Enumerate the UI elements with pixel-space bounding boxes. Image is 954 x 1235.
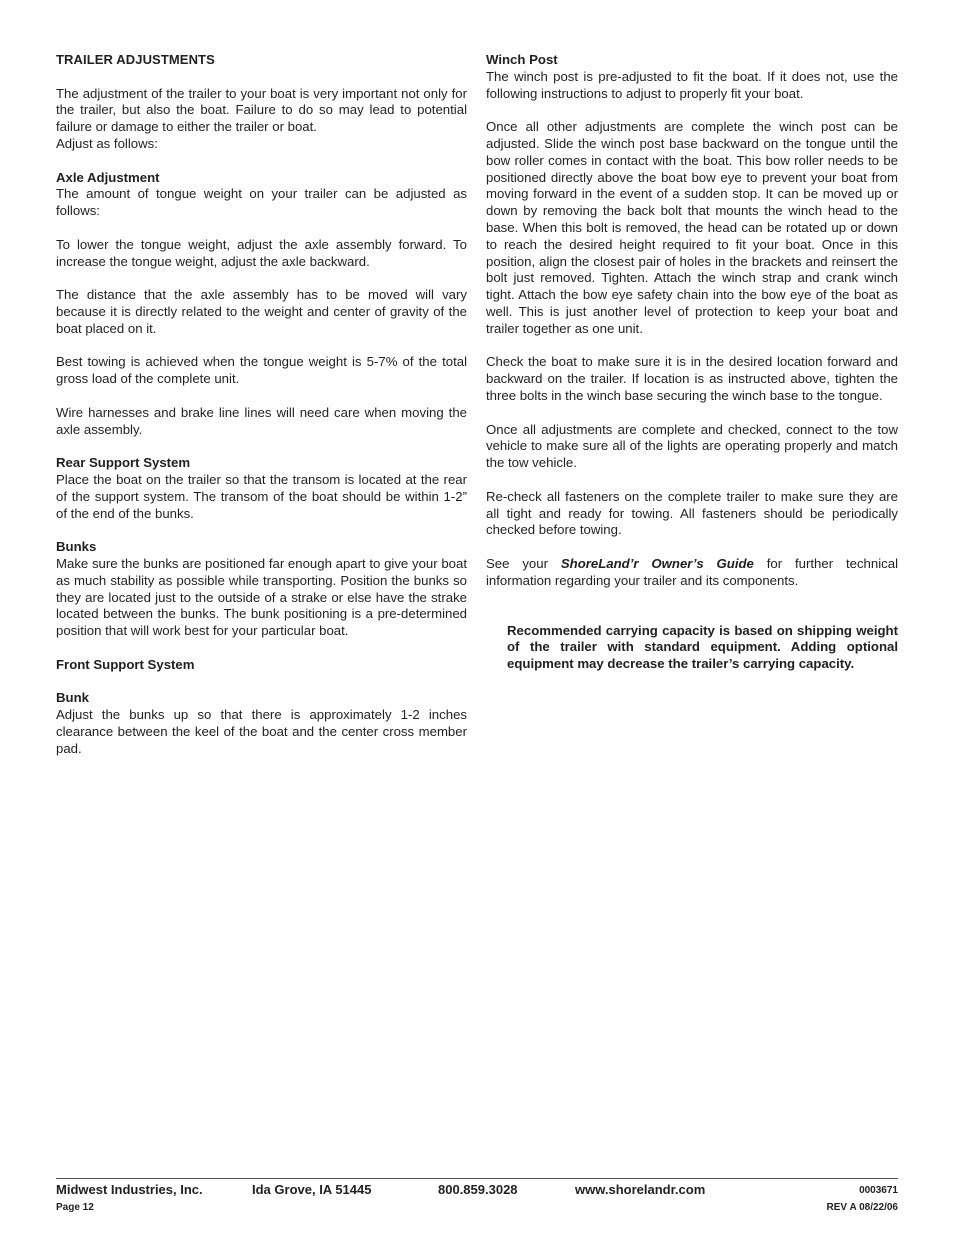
footer-page-number: Page 12 xyxy=(56,1202,94,1213)
axle-paragraph-4: Best towing is achieved when the tongue weight is 5-7% of the total gross load of the complete unit. xyxy=(56,354,467,387)
intro-paragraph: The adjustment of the trailer to your boat is very important not only for the trailer, but also the boat. Failure to do so may lead to potential failure or damage to either the trailer or boat. xyxy=(56,85,467,135)
axle-paragraph-5: Wire harnesses and brake line lines will need care when moving the axle assembly. xyxy=(56,404,467,437)
footer-website: www.shorelandr.com xyxy=(575,1182,706,1197)
heading-front-support-system: Front Support System xyxy=(56,656,195,672)
heading-axle-adjustment: Axle Adjustment xyxy=(56,169,160,185)
heading-winch-post: Winch Post xyxy=(486,52,558,67)
owners-guide-text-after: for further technical information regarding your trailer and its components. xyxy=(486,555,899,588)
heading-bunks: Bunks xyxy=(56,539,97,555)
axle-paragraph-2: To lower the tongue weight, adjust the axle assembly forward. To increase the tongue weight, adjust the axle backward. xyxy=(56,236,467,269)
winch-paragraph-1: The winch post is pre-adjusted to fit the boat. If it does not, use the following instructions to adjust to properly fit your boat. xyxy=(486,68,898,101)
footer-revision: REV A 08/22/06 xyxy=(826,1202,898,1213)
winch-paragraph-4: Once all adjustments are complete and checked, connect to the tow vehicle to make sure all of the lights are operating properly and match the tow vehicle. xyxy=(486,421,898,471)
bunk-paragraph: Adjust the bunks up so that there is approximately 1-2 inches clearance between the keel of the boat and the center cross member pad. xyxy=(56,707,467,756)
owners-guide-text-before: See your xyxy=(486,555,561,571)
axle-paragraph-3: The distance that the axle assembly has to be moved will vary because it is directly related to the weight and center of gravity of the boat placed on it. xyxy=(56,287,467,336)
footer-city: Ida Grove, IA 51445 xyxy=(252,1182,372,1197)
right-column xyxy=(486,52,898,673)
carrying-capacity-notice: Recommended carrying capacity is based on shipping weight of the trailer with standard equipment. Adding optional equipment may decrease the trailer’s carrying capacity. xyxy=(507,622,898,672)
axle-paragraph-1: The amount of tongue weight on your trailer can be adjusted as follows: xyxy=(56,186,467,219)
heading-bunk: Bunk xyxy=(56,690,89,706)
footer-divider xyxy=(56,1178,898,1179)
footer-part-number: 0003671 xyxy=(859,1185,898,1196)
heading-rear-support-system: Rear Support System xyxy=(56,455,191,471)
bunks-paragraph: Make sure the bunks are positioned far enough apart to give your boat as much stability as possible while transporting. Position the bunks so they are located just to the outside of a strake or else have the strake located between the bunks. The bunk positioning is a pre-determined position that will work best for your particular boat. xyxy=(56,555,467,639)
winch-paragraph-2: Once all other adjustments are complete the winch post can be adjusted. Slide the winch post base backward on the tongue until the bow roller comes in contact with the boat. This bow roller needs to be positioned directly above the boat bow eye to prevent your boat from moving forward in the event of a sudden stop. It can be moved up or down by removing the back bolt that mounts the winch head to the base. When this bolt is removed, the head can be rotated up or down to reach the desired height required to fit your boat. Once in this position, align the closest pair of holes in the brackets and reinsert the bolt just removed. Tighten. Attach the winch strap and crank winch tight. Attach the bow eye safety chain into the bow eye of the boat as well. This is just another level of protection to keep your boat and trailer together as one unit. xyxy=(486,119,898,336)
section-title-trailer-adjustments: TRAILER ADJUSTMENTS xyxy=(56,52,215,67)
winch-paragraph-5: Re-check all fasteners on the complete trailer to make sure they are all tight and ready for towing. All fasteners should be periodically checked before towing. xyxy=(486,488,898,538)
left-column xyxy=(56,52,467,757)
owners-guide-reference xyxy=(486,556,898,590)
intro-follow-text: Adjust as follows: xyxy=(56,135,158,151)
owners-guide-title: ShoreLand’r Owner’s Guide xyxy=(560,555,754,571)
winch-paragraph-3: Check the boat to make sure it is in the desired location forward and backward on the trailer. If location is as instructed above, tighten the three bolts in the winch base securing the winch base to the tongue. xyxy=(486,354,898,403)
footer-phone: 800.859.3028 xyxy=(438,1182,518,1197)
rear-support-paragraph: Place the boat on the trailer so that the transom is located at the rear of the support system. The transom of the boat should be within 1-2” of the end of the bunks. xyxy=(56,471,467,521)
footer-company: Midwest Industries, Inc. xyxy=(56,1182,203,1197)
